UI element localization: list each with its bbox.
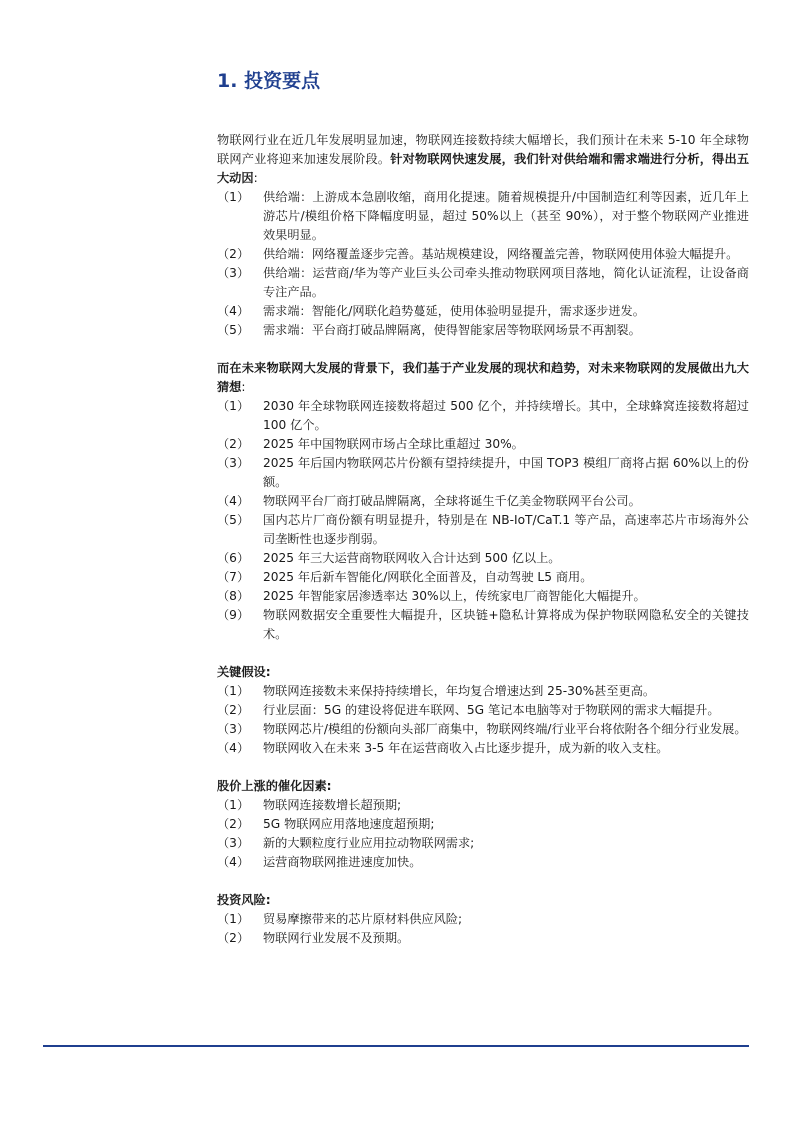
list-item <box>217 492 749 511</box>
item-number: （1） <box>217 684 250 698</box>
document-body <box>217 131 749 948</box>
catalysts-list <box>217 796 749 872</box>
intro-text: 物联网行业在近几年发展明显加速，物联网连接数持续大幅增长，我们预计在未来 5-10 年全球物联网产业将迎来加速发展阶段。 <box>217 133 749 166</box>
list-item <box>217 264 749 302</box>
section-heading <box>217 66 320 93</box>
item-text: 5G 物联网应用落地速度超预期; <box>263 817 435 831</box>
item-text: 国内芯片厂商份额有明显提升，特别是在 NB-IoT/CaT.1 等产品，高速率芯片市场海外公司垄断性也逐步削弱。 <box>263 513 749 546</box>
item-number: （4） <box>217 304 250 318</box>
item-text: 物联网连接数增长超预期; <box>263 798 402 812</box>
list-item <box>217 834 749 853</box>
item-number: （3） <box>217 722 250 736</box>
intro-emphasis: 针对物联网快速发展，我们针对供给端和需求端进行分析，得出五大动因 <box>217 152 750 185</box>
forecast-intro-paragraph <box>217 359 749 397</box>
list-item <box>217 568 749 587</box>
item-number: （4） <box>217 855 250 869</box>
item-text: 2025 年后国内物联网芯片份额有望持续提升，中国 TOP3 模组厂商将占据 60%以上的份额。 <box>263 456 749 489</box>
list-item <box>217 606 749 644</box>
section-number: 1. <box>217 70 238 92</box>
item-number: （1） <box>217 399 250 413</box>
list-item <box>217 511 749 549</box>
item-number: （6） <box>217 551 250 565</box>
item-text: 物联网平台厂商打破品牌隔离，全球将诞生千亿美金物联网平台公司。 <box>263 494 641 508</box>
intro-paragraph <box>217 131 749 188</box>
list-item <box>217 682 749 701</box>
item-number: （8） <box>217 589 250 603</box>
catalysts-title: 股价上涨的催化因素: <box>217 779 332 793</box>
item-text: 行业层面：5G 的建设将促进车联网、5G 笔记本电脑等对于物联网的需求大幅提升。 <box>263 703 720 717</box>
item-text: 2025 年智能家居渗透率达 30%以上，传统家电厂商智能化大幅提升。 <box>263 589 646 603</box>
list-item <box>217 815 749 834</box>
list-item <box>217 720 749 739</box>
item-text: 供给端：上游成本急剧收缩，商用化提速。随着规模提升/中国制造红利等因素，近几年上游芯片/模组价格下降幅度明显，超过 50%以上（甚至 90%），对于整个物联网产业推进效果明显。 <box>263 190 749 242</box>
list-item <box>217 302 749 321</box>
item-text: 2025 年中国物联网市场占全球比重超过 30%。 <box>263 437 524 451</box>
item-number: （2） <box>217 703 250 717</box>
item-text: 物联网芯片/模组的份额向头部厂商集中，物联网终端/行业平台将依附各个细分行业发展。 <box>263 722 747 736</box>
item-text: 2025 年后新车智能化/网联化全面普及，自动驾驶 L5 商用。 <box>263 570 593 584</box>
spacer <box>217 872 749 891</box>
list-item <box>217 245 749 264</box>
item-text: 需求端：平台商打破品牌隔离，使得智能家居等物联网场景不再割裂。 <box>263 323 641 337</box>
item-number: （1） <box>217 798 250 812</box>
item-text: 新的大颗粒度行业应用拉动物联网需求; <box>263 836 475 850</box>
item-text: 物联网收入在未来 3-5 年在运营商收入占比逐步提升，成为新的收入支柱。 <box>263 741 669 755</box>
spacer <box>217 758 749 777</box>
footer-divider <box>43 1045 749 1047</box>
list-item <box>217 435 749 454</box>
list-item <box>217 739 749 758</box>
item-number: （1） <box>217 912 250 926</box>
list-item <box>217 188 749 245</box>
item-number: （4） <box>217 741 250 755</box>
item-text: 需求端：智能化/网联化趋势蔓延，使用体验明显提升，需求逐步迸发。 <box>263 304 645 318</box>
item-number: （3） <box>217 456 250 470</box>
list-item <box>217 910 749 929</box>
forecasts-list <box>217 397 749 644</box>
assumptions-title: 关键假设: <box>217 665 271 679</box>
risks-list <box>217 910 749 948</box>
item-number: （4） <box>217 494 250 508</box>
item-text: 供给端：网络覆盖逐步完善。基站规模建设，网络覆盖完善，物联网使用体验大幅提升。 <box>263 247 739 261</box>
list-item <box>217 701 749 720</box>
list-item <box>217 454 749 492</box>
item-number: （3） <box>217 836 250 850</box>
item-number: （9） <box>217 608 250 622</box>
item-text: 运营商物联网推进速度加快。 <box>263 855 422 869</box>
item-text: 供给端：运营商/华为等产业巨头公司牵头推动物联网项目落地，简化认证流程，让设备商专注产品。 <box>263 266 749 299</box>
item-text: 物联网数据安全重要性大幅提升，区块链+隐私计算将成为保护物联网隐私安全的关键技术。 <box>263 608 749 641</box>
list-item <box>217 796 749 815</box>
list-item <box>217 397 749 435</box>
spacer <box>217 644 749 663</box>
item-number: （3） <box>217 266 250 280</box>
forecast-intro-emphasis: 而在未来物联网大发展的背景下，我们基于产业发展的现状和趋势，对未来物联网的发展做出九大猜想 <box>217 361 749 394</box>
item-number: （7） <box>217 570 250 584</box>
item-text: 2030 年全球物联网连接数将超过 500 亿个，并持续增长。其中，全球蜂窝连接数将超过 100 亿个。 <box>263 399 749 432</box>
item-text: 2025 年三大运营商物联网收入合计达到 500 亿以上。 <box>263 551 561 565</box>
list-item <box>217 549 749 568</box>
item-number: （2） <box>217 437 250 451</box>
item-number: （5） <box>217 323 250 337</box>
list-item <box>217 321 749 340</box>
list-item <box>217 853 749 872</box>
risks-title: 投资风险: <box>217 893 271 907</box>
item-number: （2） <box>217 817 250 831</box>
list-item <box>217 587 749 606</box>
intro-tail: : <box>253 171 258 185</box>
drivers-list <box>217 188 749 340</box>
item-text: 贸易摩擦带来的芯片原材料供应风险; <box>263 912 463 926</box>
item-text: 物联网连接数未来保持持续增长，年均复合增速达到 25-30%甚至更高。 <box>263 684 656 698</box>
item-number: （5） <box>217 513 250 527</box>
list-item <box>217 929 749 948</box>
item-number: （1） <box>217 190 250 204</box>
spacer <box>217 340 749 359</box>
assumptions-list <box>217 682 749 758</box>
section-title: 投资要点 <box>244 70 321 92</box>
item-number: （2） <box>217 931 250 945</box>
item-number: （2） <box>217 247 250 261</box>
item-text: 物联网行业发展不及预期。 <box>263 931 410 945</box>
forecast-intro-tail: : <box>241 380 246 394</box>
